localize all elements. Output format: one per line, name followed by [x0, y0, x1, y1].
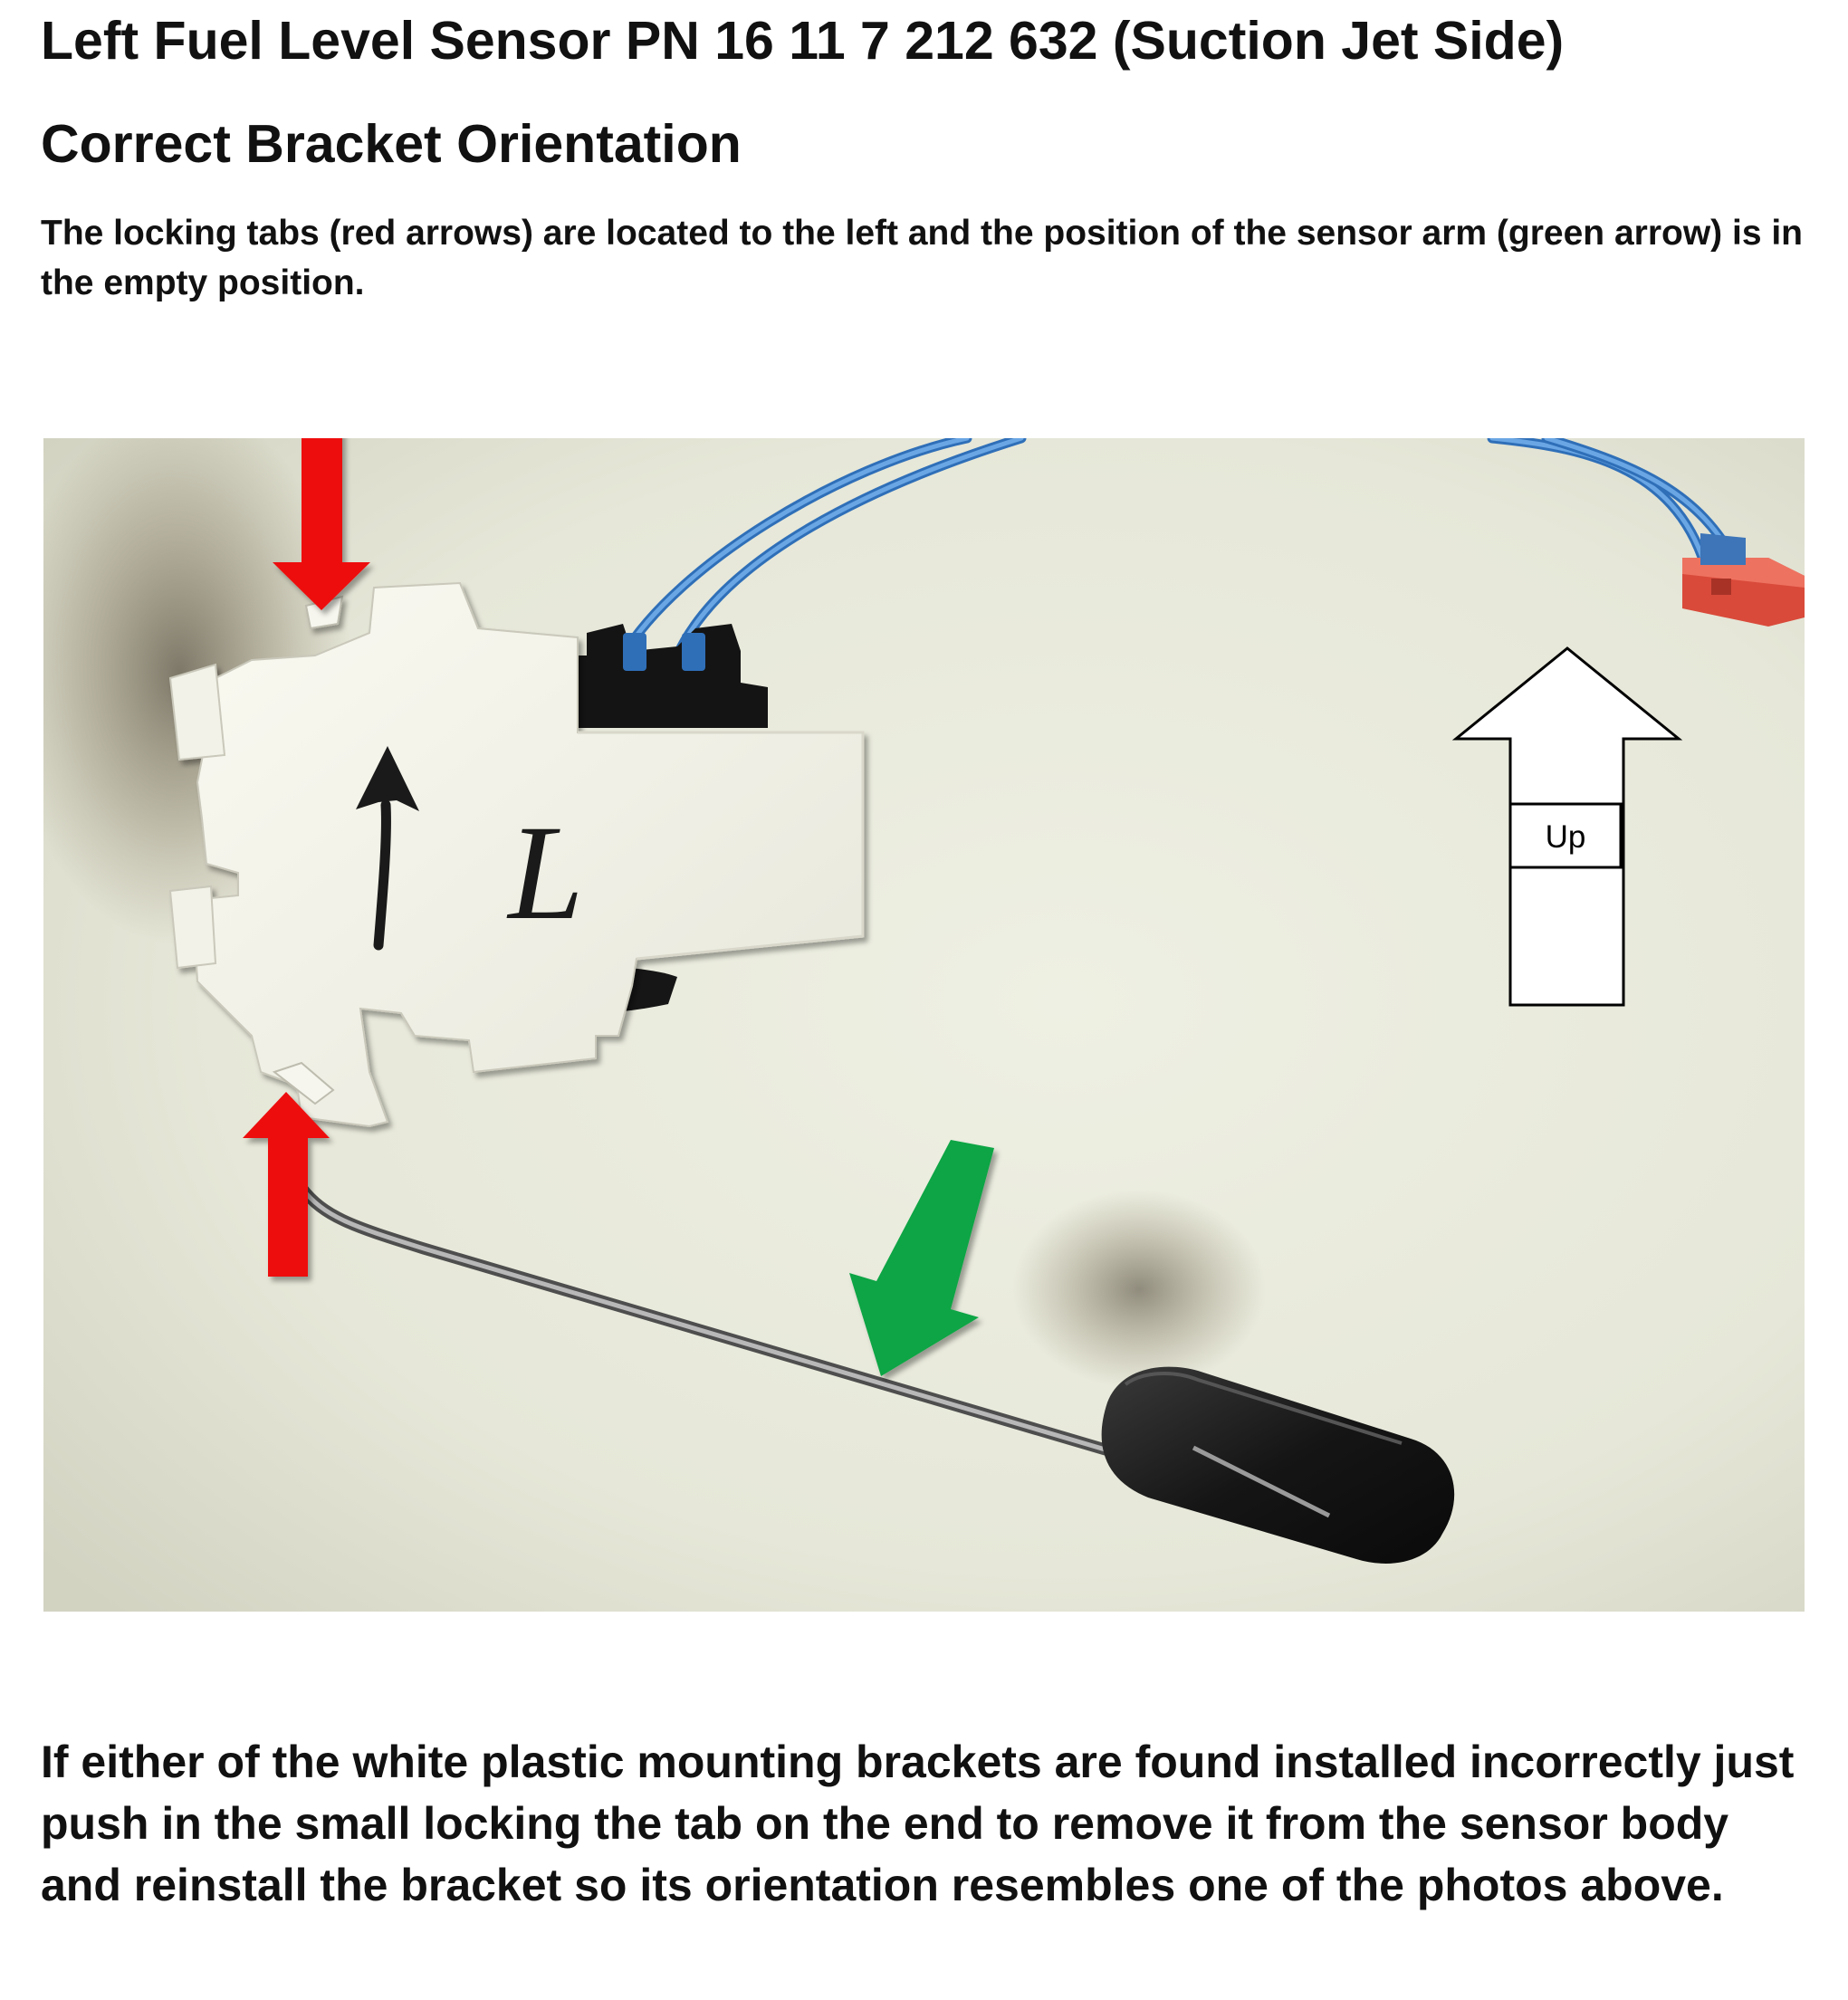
section-subtitle: Correct Bracket Orientation: [41, 114, 742, 174]
up-label: Up: [1545, 819, 1586, 855]
float-shadow: [1012, 1190, 1266, 1389]
sensor-photo: [43, 438, 1805, 1612]
page-title: Left Fuel Level Sensor PN 16 11 7 212 632 (Suction Jet Side): [41, 11, 1565, 71]
bracket-letter: L: [508, 798, 584, 948]
footer-paragraph: If either of the white plastic mounting brackets are found installed incorrectly just push in the small locking the tab on the end to remove it from the sensor body and reinstall the bracket so its orientation resembles one of the photos above.: [41, 1737, 1795, 1910]
intro-paragraph: The locking tabs (red arrows) are located to the left and the position of the sensor arm (green arrow) is in the empty position.: [41, 214, 1804, 302]
